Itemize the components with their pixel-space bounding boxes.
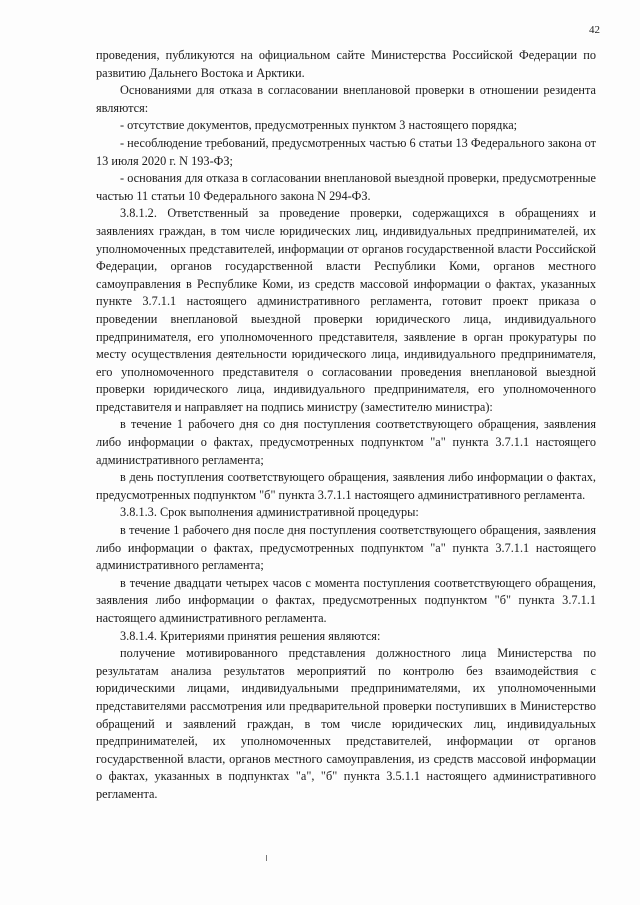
scan-mark — [266, 855, 267, 861]
document-body — [96, 47, 596, 804]
list-item: - отсутствие документов, предусмотренных пунктом 3 настоящего порядка; — [120, 118, 518, 133]
page-number: 42 — [589, 24, 600, 36]
paragraph: получение мотивированного представления должностного лица Министерства по результатам анализа результатов мероприятий по контролю без взаимодействия с юридическими лицами, индивидуальными предпринимателями, их уполномоченными представителями рассмотрения или предварительной проверки поступивших в Министерство обращений и заявлений граждан, в том числе юридических лиц, индивидуальных предпринимателей, их уполномоченных представителей, информации от органов государственной власти, органов местного самоуправления, из средств массовой информации о фактах, указанных в подпунктах "а", "б" пункта 3.5.1.1 настоящего административного регламента. — [96, 646, 596, 801]
section-3-8-1-3: 3.8.1.3. Срок выполнения административной процедуры: — [120, 505, 419, 520]
paragraph: в течение 1 рабочего дня после дня поступления соответствующего обращения, заявления либо информации о фактах, предусмотренных подпунктом "а" пункта 3.7.1.1 настоящего административного регламента; — [96, 523, 596, 573]
list-item: - основания для отказа в согласовании внеплановой выездной проверки, предусмотренные частью 11 статьи 10 Федерального закона N 294-ФЗ. — [96, 171, 596, 203]
paragraph: Основаниями для отказа в согласовании внеплановой проверки в отношении резидента являются: — [96, 83, 596, 115]
paragraph: проведения, публикуются на официальном сайте Министерства Российской Федерации по развитию Дальнего Востока и Арктики. — [96, 48, 596, 80]
section-3-8-1-2: 3.8.1.2. Ответственный за проведение проверки, содержащихся в обращениях и заявлениях граждан, в том числе юридических лиц, индивидуальных предпринимателей, их уполномоченных представителей, информации от органов государственной власти Российской Федерации, органов государственной власти Республики Коми, органов местного самоуправления в Республике Коми, из средств массовой информации о фактах, указанных пункте 3.7.1.1 настоящего административного регламента, готовит проект приказа о проведении внеплановой выездной проверки юридического лица, индивидуального предпринимателя, его уполномоченного представителя, заявление в орган прокуратуры по месту осуществления деятельности юридического лица, индивидуального предпринимателя, его уполномоченного представителя о согласовании проведения внеплановой выездной проверки юридического лица, индивидуального предпринимателя, его уполномоченного представителя и направляет на подпись министру (заместителю министра): — [96, 206, 596, 414]
paragraph: в течение двадцати четырех часов с момента поступления соответствующего обращения, заявления либо информации о фактах, предусмотренных подпунктом "б" пункта 3.7.1.1 настоящего административного регламента. — [96, 575, 596, 625]
paragraph: в течение 1 рабочего дня со дня поступления соответствующего обращения, заявления либо информации о фактах, предусмотренных подпунктом "а" пункта 3.7.1.1 настоящего административного регламента; — [96, 417, 596, 467]
section-3-8-1-4: 3.8.1.4. Критериями принятия решения являются: — [120, 628, 381, 643]
paragraph: в день поступления соответствующего обращения, заявления либо информации о фактах, предусмотренных подпунктом "б" пункта 3.7.1.1 настоящего административного регламента. — [96, 470, 596, 502]
list-item: - несоблюдение требований, предусмотренных частью 6 статьи 13 Федерального закона от 13 июля 2020 г. N 193-ФЗ; — [96, 135, 596, 168]
